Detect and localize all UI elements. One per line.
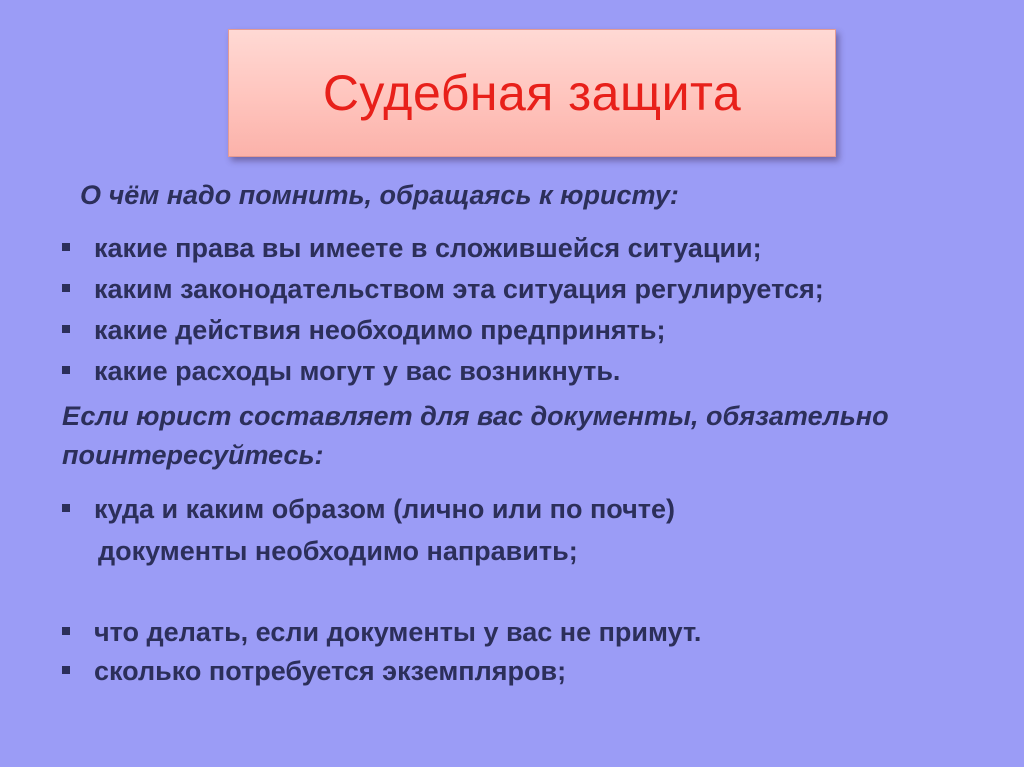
bullet-icon bbox=[62, 504, 70, 512]
list-item bbox=[62, 494, 675, 525]
list-item bbox=[62, 233, 762, 264]
bullet-icon bbox=[62, 366, 70, 374]
list-item-text: какие действия необходимо предпринять; bbox=[94, 315, 666, 345]
slide-title: Судебная защита bbox=[322, 65, 742, 121]
list-item-text: какие права вы имеете в сложившейся ситуации; bbox=[94, 233, 762, 263]
list-item-continuation: документы необходимо направить; bbox=[98, 536, 578, 566]
list-item-text: каким законодательством эта ситуация регулируется; bbox=[94, 274, 824, 304]
list-item bbox=[62, 315, 665, 346]
list-item bbox=[62, 274, 824, 305]
list-item-text: куда и каким образом (лично или по почте) bbox=[94, 494, 676, 524]
bullet-icon bbox=[62, 627, 70, 635]
list-item-text: какие расходы могут у вас возникнуть. bbox=[94, 356, 621, 386]
list-item bbox=[62, 617, 701, 648]
list-item-text: сколько потребуется экземпляров; bbox=[94, 656, 567, 686]
bullet-icon bbox=[62, 243, 70, 251]
title-box bbox=[228, 29, 836, 157]
list-item bbox=[62, 656, 566, 687]
heading-remember: О чём надо помнить, обращаясь к юристу: bbox=[80, 180, 679, 210]
bullet-icon bbox=[62, 284, 70, 292]
bullet-icon bbox=[62, 666, 70, 674]
heading-documents-line2: поинтересуйтесь: bbox=[62, 440, 324, 470]
list-item-text: что делать, если документы у вас не примут. bbox=[94, 617, 702, 647]
bullet-icon bbox=[62, 325, 70, 333]
heading-documents-line1: Если юрист составляет для вас документы, обязательно bbox=[62, 401, 889, 431]
list-item bbox=[62, 356, 620, 387]
